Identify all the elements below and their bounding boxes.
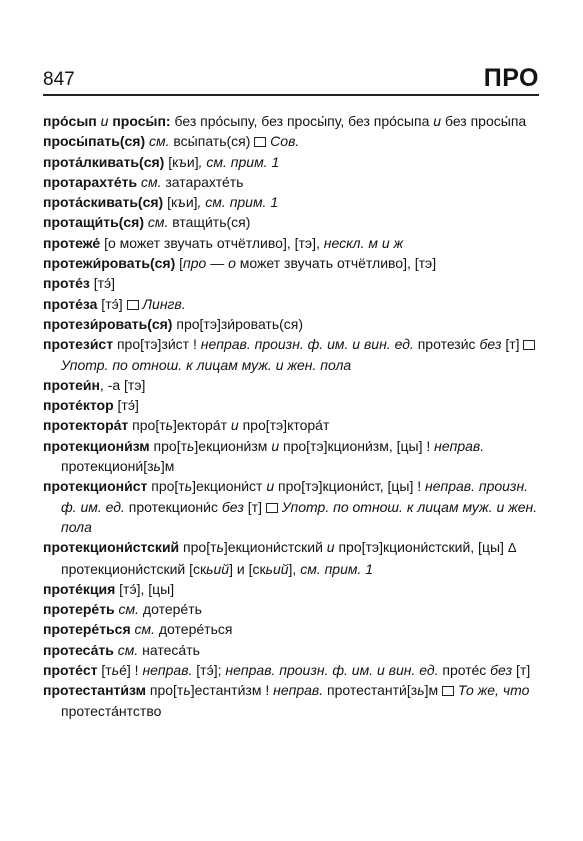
entry-headword: проте́ст: [43, 662, 98, 679]
entry-headword: протектора́т: [43, 417, 129, 434]
entry-text: без: [490, 662, 513, 679]
dictionary-entry: [43, 415, 539, 435]
entry-text: ъ: [177, 194, 186, 211]
entry-text: неправ.: [273, 682, 324, 699]
entry-text: ь: [265, 560, 273, 577]
entry-text: [: [175, 255, 184, 272]
entry-text: протекциони́с: [124, 498, 222, 515]
entry-text: Употр. по отнош. к лицам муж. и жен. пола: [61, 356, 352, 373]
entry-text: и: [433, 113, 442, 129]
entry-text: дотере́ться: [155, 621, 233, 638]
dictionary-entry: [43, 192, 539, 212]
dictionary-entry: [43, 152, 539, 172]
entry-text: [к: [164, 153, 179, 170]
entry-headword: протере́ть: [43, 601, 115, 618]
entry-text: Сов.: [266, 133, 300, 150]
square-marker-icon: [442, 686, 454, 696]
dictionary-entry: [43, 395, 539, 415]
dictionary-entry: [43, 640, 539, 660]
entry-text: [тэ́];: [192, 662, 226, 679]
entry-text: и: [326, 539, 335, 556]
entry-headword: проте́ктор: [43, 397, 114, 414]
entry-text: ъ: [178, 153, 187, 170]
entry-text: и: [266, 478, 275, 495]
dictionary-entry: [43, 680, 539, 721]
entry-text: протеста́нтство: [61, 702, 162, 719]
entry-text: без: [479, 336, 502, 353]
entry-text: про[тэ]кциони́ст, [цы] !: [274, 478, 426, 495]
entry-headword: просы́пать(ся): [43, 133, 146, 150]
entry-text: затарахте́ть: [161, 173, 244, 190]
dictionary-entry: [43, 436, 539, 477]
entry-text: [т: [97, 662, 112, 679]
entry-text: без просы́па: [441, 113, 527, 129]
running-head: ПРО: [483, 64, 539, 92]
entry-text: ]екциони́стский: [223, 539, 327, 556]
dictionary-entry: [43, 253, 539, 273]
entry-text: про[тэ]кциони́стский, [цы]: [334, 539, 508, 556]
entry-text: , см. прим. 1: [197, 194, 279, 211]
entry-text: ]м: [160, 458, 175, 475]
dictionary-entry: [43, 273, 539, 293]
entry-headword: протере́ться: [43, 621, 131, 638]
entry-text: втащи́ть(ся): [168, 214, 251, 231]
dictionary-entry: [43, 579, 539, 599]
entry-headword: проте́з: [43, 275, 90, 292]
dictionary-entry: [43, 476, 539, 537]
entry-headword: про́сып: [43, 113, 97, 129]
entry-text: [о может звучать отчётливо], [тэ],: [100, 234, 324, 251]
entry-text: протекциони́[з: [61, 458, 154, 475]
dictionary-entry: [43, 172, 539, 192]
entry-headword: протестанти́зм: [43, 682, 146, 699]
dictionary-entry: [43, 233, 539, 253]
entry-text: ]ектора́т: [173, 417, 231, 434]
entry-text: То же, что: [453, 682, 530, 699]
entry-text: ь: [153, 458, 161, 475]
entry-text: см.: [130, 621, 155, 638]
entry-headword: проте́кция: [43, 580, 116, 597]
entry-text: про[тэ]зи́ровать(ся): [172, 315, 304, 332]
entry-text: неправ. произн. ф. им. и вин. ед.: [225, 662, 439, 679]
dictionary-entry: [43, 660, 539, 680]
entry-text: ]естанти́зм !: [190, 682, 274, 699]
entry-text: ь: [184, 478, 193, 495]
entry-text: ий: [272, 560, 289, 577]
entry-text: Δ: [507, 540, 517, 556]
entry-text: е́] !: [119, 662, 143, 679]
dictionary-entry: [43, 375, 539, 395]
entry-text: неправ.: [142, 662, 193, 679]
entry-headword: протежи́ровать(ся): [43, 255, 176, 272]
entry-text: неправ. произн. ф. им. и вин. ед.: [200, 336, 414, 353]
entry-text: Лингв.: [138, 295, 186, 312]
dictionary-entry: [43, 334, 539, 375]
entry-text: [тэ́]: [97, 295, 127, 312]
entry-text: протези́с: [413, 336, 480, 353]
entry-headword: протези́ровать(ся): [43, 315, 173, 332]
entry-text: и: [230, 417, 239, 434]
entry-text: см.: [145, 133, 170, 150]
dictionary-entry: [43, 599, 539, 619]
entry-text: про[т: [128, 417, 166, 434]
entry-text: может звучать отчётливо], [тэ]: [235, 255, 437, 272]
page-number: 847: [43, 69, 75, 90]
square-marker-icon: [127, 300, 139, 310]
entry-text: [к: [163, 194, 178, 211]
entry-list: [43, 111, 539, 721]
entry-text: про[тэ]ктора́т: [238, 417, 330, 434]
entry-text: [тэ́]: [89, 275, 116, 292]
entry-text: см.: [113, 641, 139, 658]
entry-text: см.: [144, 214, 169, 231]
entry-text: ],: [288, 560, 301, 577]
dictionary-entry: [43, 537, 539, 579]
entry-text: ий: [213, 560, 230, 577]
entry-text: неправ.: [434, 437, 485, 454]
entry-text: дотере́ть: [139, 601, 202, 618]
dictionary-entry: [43, 111, 539, 131]
entry-text: без: [221, 498, 244, 515]
entry-text: ь: [216, 539, 224, 556]
entry-text: [т]: [512, 662, 531, 679]
entry-text: протекциони́стский [ск: [61, 560, 207, 577]
entry-text: нескл. м и ж: [323, 234, 404, 251]
entry-headword: просы́п:: [112, 113, 171, 129]
dictionary-entry: [43, 131, 539, 151]
entry-headword: протекциони́зм: [43, 437, 150, 454]
entry-text: [тэ́], [цы]: [115, 580, 175, 597]
entry-headword: протеже́: [43, 234, 101, 251]
entry-text: ь: [417, 682, 425, 699]
entry-text: неправ. произн. ф. им. ед.: [61, 478, 529, 515]
entry-text: , см. прим. 1: [198, 153, 280, 170]
entry-text: про[тэ]кциони́зм, [цы] !: [279, 437, 435, 454]
entry-text: протестанти́[з: [323, 682, 418, 699]
entry-text: ]екциони́зм: [194, 437, 272, 454]
entry-text: про[т: [149, 437, 188, 454]
dictionary-entry: [43, 314, 539, 334]
entry-headword: прота́лкивать(ся): [43, 153, 165, 170]
entry-text: , -а [тэ]: [99, 376, 146, 393]
entry-text: про[тэ]зи́ст !: [113, 336, 201, 353]
entry-text: ]м: [424, 682, 442, 699]
entry-text: про[т: [145, 682, 184, 699]
entry-text: о: [228, 255, 236, 272]
entry-headword: прота́скивать(ся): [43, 194, 164, 211]
entry-headword: протащи́ть(ся): [43, 214, 145, 231]
entry-text: ь: [183, 682, 191, 699]
dictionary-entry: [43, 294, 539, 314]
entry-headword: протарахте́ть: [43, 173, 138, 190]
dictionary-page: [43, 60, 539, 721]
entry-text: ]екциони́ст: [192, 478, 267, 495]
entry-text: см. прим. 1: [300, 560, 374, 577]
dictionary-entry: [43, 212, 539, 232]
entry-text: без про́сыпу, без просы́пу, без про́сыпа: [170, 113, 434, 129]
entry-text: [тэ́]: [113, 397, 139, 414]
entry-text: всы́пать(ся): [169, 133, 255, 150]
entry-text: [т]: [501, 336, 524, 353]
entry-text: ь: [206, 560, 214, 577]
entry-text: натеса́ть: [138, 641, 200, 658]
square-marker-icon: [266, 503, 278, 513]
entry-text: про[т: [147, 478, 185, 495]
entry-text: —: [206, 255, 229, 272]
entry-text: ь: [187, 437, 195, 454]
entry-headword: протеи́н: [43, 376, 100, 393]
entry-text: и]: [186, 153, 199, 170]
entry-text: про[т: [179, 539, 217, 556]
dictionary-entry: [43, 619, 539, 639]
entry-text: Употр. по отнош. к лицам муж. и жен. пола: [61, 498, 538, 535]
entry-text: ь: [111, 662, 120, 679]
entry-headword: протези́ст: [43, 336, 114, 353]
entry-headword: протекциони́стский: [43, 539, 180, 556]
entry-text: см.: [114, 601, 140, 618]
entry-headword: протекциони́ст: [43, 478, 148, 495]
entry-text: ь: [165, 417, 174, 434]
entry-text: см.: [137, 173, 162, 190]
entry-text: [т]: [243, 498, 266, 515]
square-marker-icon: [254, 137, 266, 147]
entry-text: и: [96, 113, 113, 129]
entry-text: про: [183, 255, 207, 272]
entry-text: и: [271, 437, 280, 454]
page-header: [43, 60, 539, 96]
entry-headword: протеса́ть: [43, 641, 114, 658]
entry-text: ] и [ск: [229, 560, 266, 577]
entry-text: проте́с: [438, 662, 491, 679]
square-marker-icon: [523, 340, 535, 350]
entry-headword: проте́за: [43, 295, 98, 312]
entry-text: и]: [185, 194, 198, 211]
